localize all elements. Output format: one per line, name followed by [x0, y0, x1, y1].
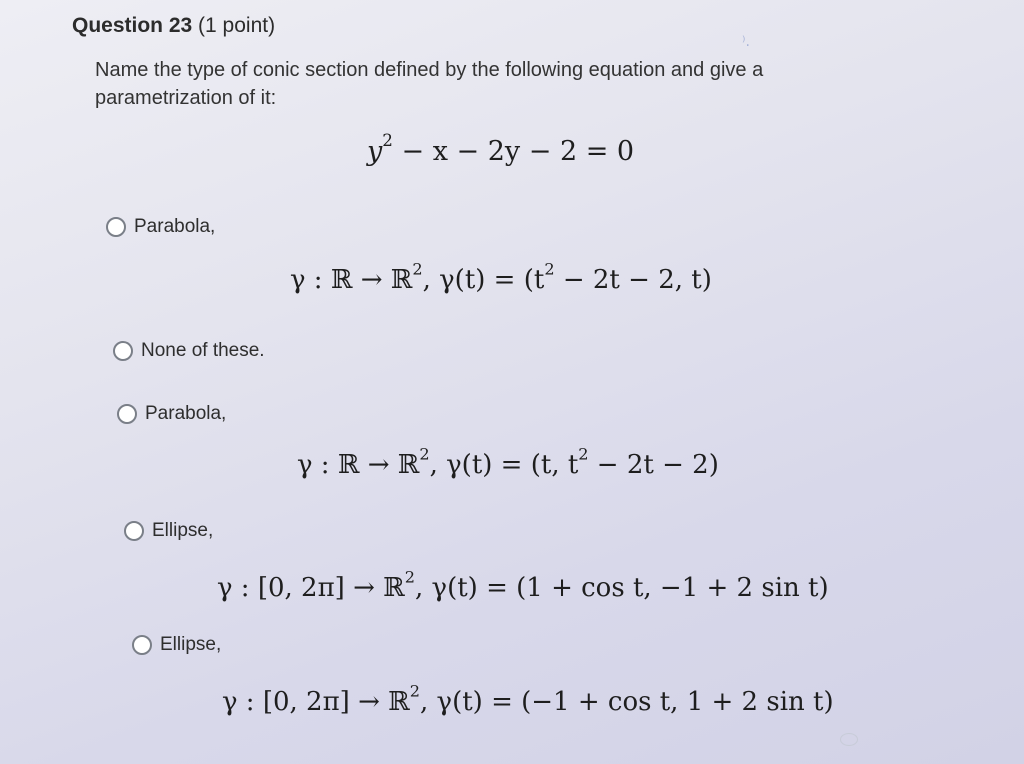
option-none[interactable] — [113, 340, 265, 362]
radio-button[interactable] — [117, 404, 137, 424]
formula-exponent-2: 2 — [578, 444, 589, 464]
radio-button[interactable] — [106, 217, 126, 237]
option-ellipse-1[interactable] — [124, 520, 213, 542]
formula-rest-2: − 2t − 2) — [588, 450, 719, 480]
formula-map: γ : [0, 2π] → ℝ — [222, 687, 410, 717]
question-prompt: Name the type of conic section defined by the following equation and give a parametrization of it: — [95, 59, 764, 109]
option-label: Ellipse, — [160, 634, 222, 655]
equation-exponent: 2 — [382, 129, 393, 150]
option-label: Ellipse, — [152, 520, 214, 541]
question-title: Question 23 — [72, 14, 193, 37]
formula-rest: , γ(t) = (1 + cos t, −1 + 2 sin t) — [415, 573, 829, 603]
formula-exponent: 2 — [419, 444, 430, 464]
formula-rest-2: − 2t − 2, t) — [554, 265, 712, 295]
equation-y: y — [367, 136, 383, 167]
formula-rest: , γ(t) = (t — [422, 265, 545, 295]
option-parabola-2[interactable] — [117, 403, 226, 425]
formula-map: γ : ℝ → ℝ — [297, 450, 420, 480]
radio-button[interactable] — [113, 341, 133, 361]
conic-equation — [367, 129, 635, 167]
formula-rest: , γ(t) = (−1 + cos t, 1 + 2 sin t) — [420, 687, 834, 717]
radio-button[interactable] — [132, 635, 152, 655]
formula-map: γ : [0, 2π] → ℝ — [217, 573, 405, 603]
option-formula-1 — [290, 259, 712, 295]
formula-exponent: 2 — [409, 681, 420, 701]
option-formula-3 — [297, 444, 719, 480]
radio-button[interactable] — [124, 521, 144, 541]
equation-rest: − x − 2y − 2 = 0 — [392, 136, 635, 167]
formula-rest: , γ(t) = (t, t — [429, 450, 579, 480]
pen-mark: ⁾. — [742, 34, 750, 50]
formula-exponent: 2 — [412, 259, 423, 279]
option-label: Parabola, — [134, 216, 216, 237]
stray-circle-mark — [840, 733, 858, 746]
option-label: Parabola, — [145, 403, 227, 424]
formula-exponent: 2 — [404, 567, 415, 587]
option-formula-5 — [222, 681, 834, 717]
question-points: (1 point) — [198, 14, 276, 37]
option-label: None of these. — [141, 340, 265, 361]
formula-exponent-2: 2 — [544, 259, 555, 279]
option-formula-4 — [217, 567, 829, 603]
option-ellipse-2[interactable] — [132, 634, 221, 656]
question-header — [72, 14, 275, 38]
formula-map: γ : ℝ → ℝ — [290, 265, 413, 295]
option-parabola-1[interactable] — [106, 216, 215, 238]
